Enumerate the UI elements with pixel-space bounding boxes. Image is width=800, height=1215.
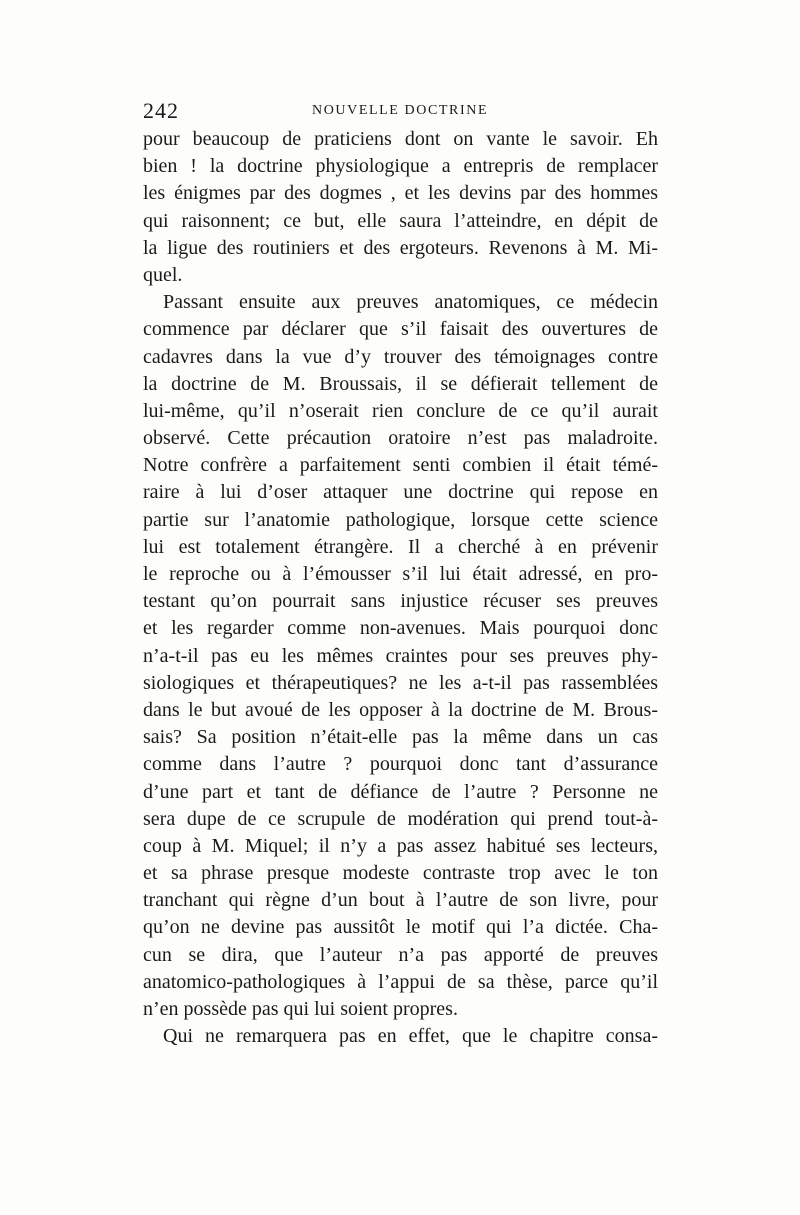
text-line: le reproche ou à l’émousser s’il lui était adressé, en pro- — [143, 563, 658, 585]
running-head — [140, 98, 660, 124]
text-line: cun se dira, que l’auteur n’a pas apporté de preuves — [143, 943, 658, 966]
text-line: coup à M. Miquel; il n’y a pas assez habitué ses lecteurs, — [143, 834, 658, 857]
text-line: cadavres dans la vue d’y trouver des témoignages contre — [143, 345, 658, 368]
text-line: la ligue des routiniers et des ergoteurs. Revenons à M. Mi- — [143, 236, 658, 259]
text-line: testant qu’on pourrait sans injustice récuser ses preuves — [143, 590, 658, 613]
text-line: raire à lui d’oser attaquer une doctrine qui repose en — [143, 481, 658, 504]
text-line: commence par déclarer que s’il faisait des ouvertures de — [143, 318, 658, 341]
page-number: 242 — [143, 98, 179, 123]
text-line: sera dupe de ce scrupule de modération qui prend tout-à- — [143, 807, 658, 830]
text-line: les énigmes par des dogmes , et les devins par des hommes — [143, 182, 658, 205]
text-line: qui raisonnent; ce but, elle saura l’atteindre, en dépit de — [143, 209, 658, 232]
text-line: la doctrine de M. Broussais, il se défierait tellement de — [143, 372, 658, 395]
text-line: pour beaucoup de praticiens dont on vante le savoir. Eh — [143, 128, 658, 150]
running-title: NOUVELLE DOCTRINE — [312, 103, 489, 118]
text-line: Notre confrère a parfaitement senti combien il était témé- — [143, 454, 658, 477]
text-line: et sa phrase presque modeste contraste trop avec le ton — [143, 862, 658, 885]
body-text — [143, 126, 658, 1050]
text-line: anatomico-pathologiques à l’appui de sa thèse, parce qu’il — [143, 970, 658, 993]
text-line: quel. — [143, 263, 183, 286]
text-line: siologiques et thérapeutiques? ne les a-t-il pas rassemblées — [143, 671, 658, 694]
text-line: bien ! la doctrine physiologique a entrepris de remplacer — [143, 155, 658, 178]
text-line: lui est totalement étrangère. Il a cherché à en prévenir — [143, 535, 658, 558]
text-line: d’une part et tant de défiance de l’autre ? Personne ne — [143, 780, 658, 803]
text-line: dans le but avoué de les opposer à la doctrine de M. Brous- — [143, 698, 658, 721]
text-line: comme dans l’autre ? pourquoi donc tant d’assurance — [143, 753, 658, 776]
text-line: observé. Cette précaution oratoire n’est pas maladroite. — [143, 427, 658, 450]
text-line: partie sur l’anatomie pathologique, lorsque cette science — [143, 508, 658, 531]
text-line: n’a-t-il pas eu les mêmes craintes pour ses preuves phy- — [143, 644, 658, 667]
text-line: Passant ensuite aux preuves anatomiques, ce médecin — [163, 291, 658, 314]
text-line: Qui ne remarquera pas en effet, que le chapitre consa- — [163, 1025, 658, 1048]
text-line: qu’on ne devine pas aussitôt le motif qui l’a dictée. Cha- — [143, 916, 658, 939]
text-line: et les regarder comme non-avenues. Mais pourquoi donc — [143, 617, 658, 640]
text-line: tranchant qui règne d’un bout à l’autre de son livre, pour — [143, 889, 658, 912]
text-line: sais? Sa position n’était-elle pas la même dans un cas — [143, 726, 658, 749]
text-line: lui-même, qu’il n’oserait rien conclure de ce qu’il aurait — [143, 399, 658, 422]
text-line: n’en possède pas qui lui soient propres. — [143, 998, 458, 1020]
